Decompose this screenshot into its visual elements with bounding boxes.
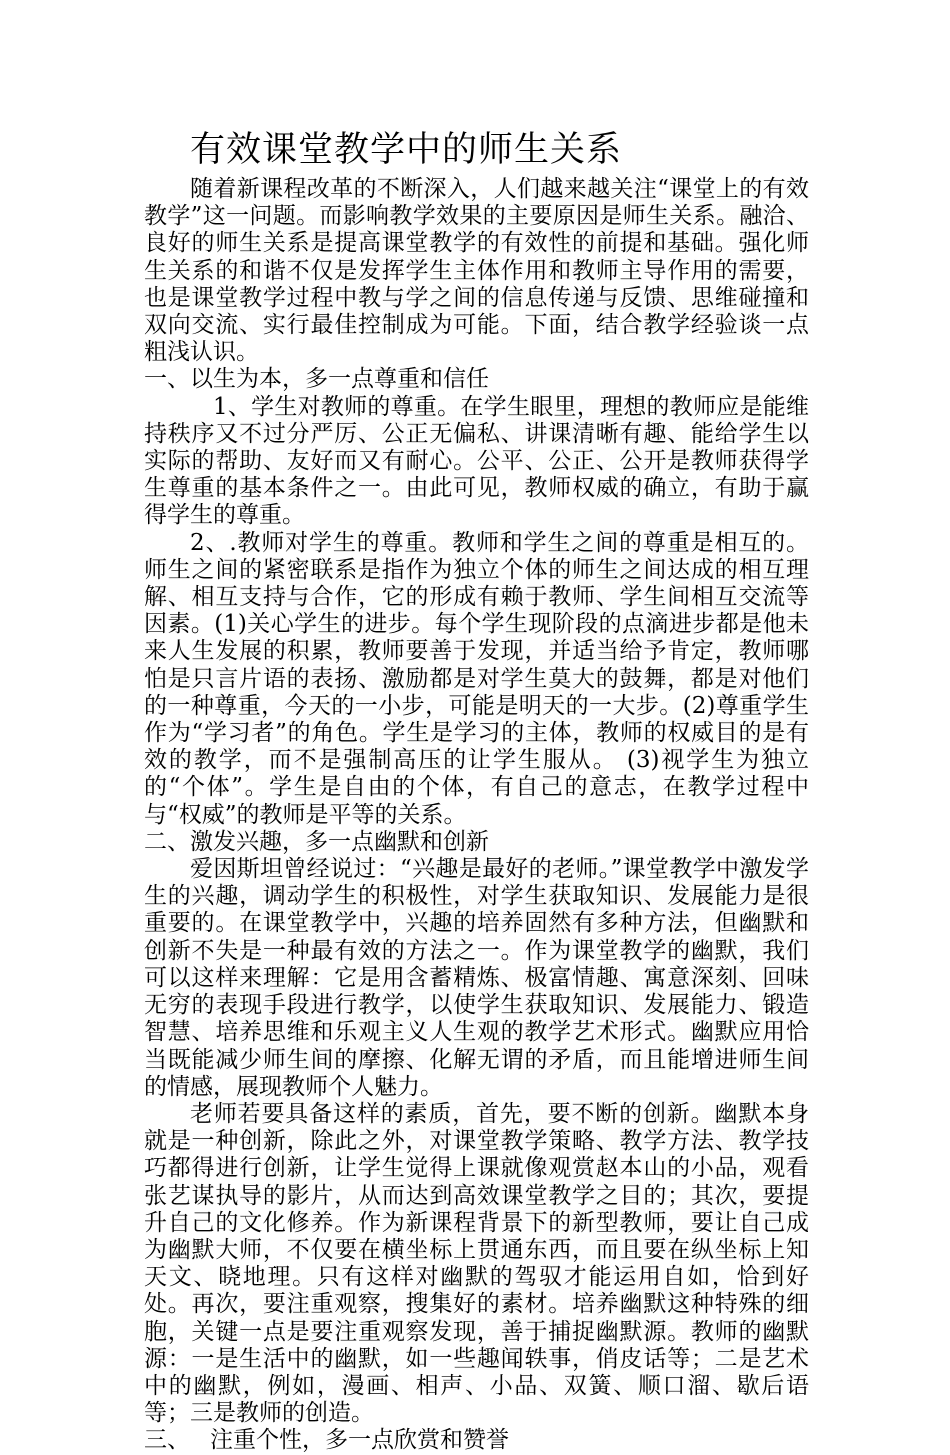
section-1-paragraph-2: 2、.教师对学生的尊重。教师和学生之间的尊重是相互的。师生之间的紧密联系是指作为独立个体的师生之间达成的相互理解、相互支持与合作，它的形成有赖于教师、学生间相互交流等因素。(1)关心学生的进步。每个学生现阶段的点滴进步都是他未来人生发展的积累，教师要善于发现，并适当给予肯定，教师哪怕是只言片语的表扬、激励都是对学生莫大的鼓舞，都是对他们的一种尊重，今天的一小步，可能是明天的一大步。(2)尊重学生作为“学习者”的角色。学生是学习的主体，教师的权威目的是有效的教学，而不是强制高压的让学生服从。 (3)视学生为独立的“个体”。学生是自由的个体，有自己的意志，在教学过程中与“权威”的教师是平等的关系。: [144, 529, 809, 828]
section-1-heading: 一、以生为本，多一点尊重和信任: [144, 366, 489, 393]
section-3-heading: 注重个性，多一点欣赏和赞誉: [210, 1427, 509, 1454]
document-body: [144, 176, 809, 1455]
section-2-paragraph-1: 爱因斯坦曾经说过：“兴趣是最好的老师。”课堂教学中激发学生的兴趣，调动学生的积极性，对学生获取知识、发展能力是很重要的。在课堂教学中，兴趣的培养固然有多种方法，但幽默和创新不失是一种最有效的方法之一。作为课堂教学的幽默，我们可以这样来理解：它是用含蓄精炼、极富情趣、寓意深刻、回味无穷的表现手段进行教学，以使学生获取知识、发展能力、锻造智慧、培养思维和乐观主义人生观的教学艺术形式。幽默应用恰当既能减少师生间的摩擦、化解无谓的矛盾，而且能增进师生间的情感，展现教师个人魅力。: [144, 856, 809, 1100]
document-title: 有效课堂教学中的师生关系: [190, 130, 623, 170]
intro-paragraph: 随着新课程改革的不断深入，人们越来越关注“课堂上的有效教学”这一问题。而影响教学效果的主要原因是师生关系。融洽、良好的师生关系是提高课堂教学的有效性的前提和基础。强化师生关系的和谐不仅是发挥学生主体作用和教师主导作用的需要，也是课堂教学过程中教与学之间的信息传递与反馈、思维碰撞和双向交流、实行最佳控制成为可能。下面，结合教学经验谈一点粗浅认识。: [144, 176, 809, 366]
section-3-number: 三、: [144, 1427, 190, 1454]
section-1-paragraph-1: 1、学生对教师的尊重。在学生眼里，理想的教师应是能维持秩序又不过分严厉、公正无偏私、讲课清晰有趣、能给学生以实际的帮助、友好而又有耐心。公平、公正、公开是教师获得学生尊重的基本条件之一。由此可见，教师权威的确立，有助于赢得学生的尊重。: [144, 393, 809, 529]
section-2-paragraph-2: 老师若要具备这样的素质，首先，要不断的创新。幽默本身就是一种创新，除此之外，对课堂教学策略、教学方法、教学技巧都得进行创新，让学生觉得上课就像观赏赵本山的小品，观看张艺谋执导的影片，从而达到高效课堂教学之目的；其次，要提升自己的文化修养。作为新课程背景下的新型教师，要让自己成为幽默大师，不仅要在横坐标上贯通东西，而且要在纵坐标上知天文、晓地理。只有这样对幽默的驾驭才能运用自如，恰到好处。再次，要注重观察，搜集好的素材。培养幽默这种特殊的细胞，关键一点是要注重观察发现，善于捕捉幽默源。教师的幽默源：一是生活中的幽默，如一些趣闻轶事，俏皮话等；二是艺术中的幽默，例如，漫画、相声、小品、双簧、顺口溜、歇后语等；三是教师的创造。: [144, 1100, 809, 1427]
section-2-heading: 二、激发兴趣，多一点幽默和创新: [144, 828, 489, 855]
section-3-heading-line: [144, 1427, 809, 1454]
